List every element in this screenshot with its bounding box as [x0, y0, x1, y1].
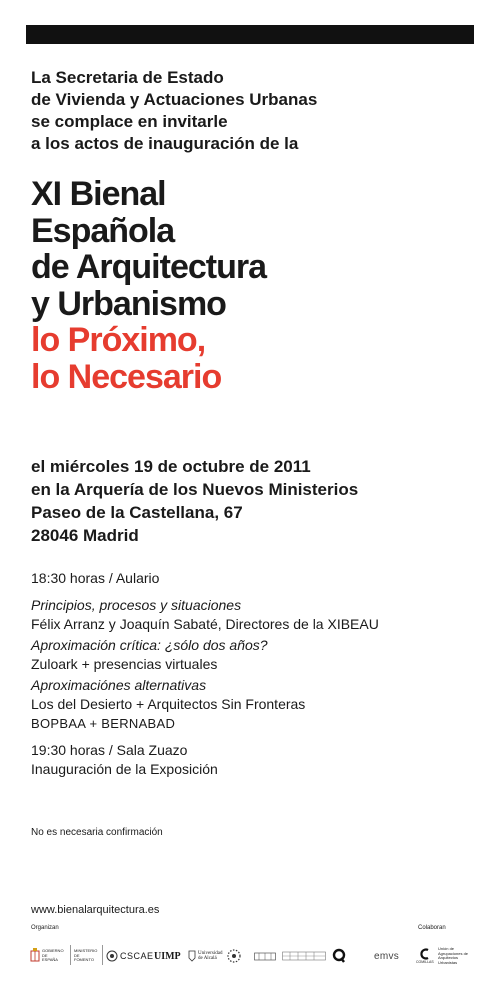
cscae-logo [106, 943, 154, 969]
comillas-text: COMILLAS [416, 960, 434, 964]
comillas-logo [416, 943, 434, 969]
gobierno-logo [30, 943, 64, 969]
intro-line: a los actos de inauguración de la [31, 134, 299, 153]
title-accent-line: lo Necesario [31, 357, 222, 396]
uimp-logo [154, 943, 181, 969]
session-3-speakers-2: BOPBAA + BERNABAD [31, 716, 176, 731]
program [31, 569, 490, 779]
session-2-title: Aproximación crítica: ¿sólo dos años? [31, 637, 268, 653]
title-accent-line: lo Próximo, [31, 321, 206, 359]
institution-logo-a [254, 943, 276, 969]
sponsor-logos [26, 943, 474, 969]
session-1-speakers: Félix Arranz y Joaquín Sabaté, Directores de la XIBEAU [31, 616, 379, 632]
emvs-logo [374, 943, 399, 969]
session-3-title: Aproximaciónes alternativas [31, 677, 207, 693]
session-2-speakers: Zuloark + presencias virtuales [31, 656, 218, 672]
title-line: XI Bienal [31, 175, 166, 213]
ministerio-logo [74, 943, 96, 969]
alcala-crest-icon [188, 950, 196, 962]
intro-line: de Vivienda y Actuaciones Urbanas [31, 90, 318, 109]
date-line: el miércoles 19 de octubre de 2011 [31, 457, 311, 476]
organizan-label: Organizan [31, 925, 59, 931]
building-icon [254, 951, 276, 961]
uimp-text: UIMP [154, 950, 181, 962]
alcala-text: Universidad de Alcalá [198, 950, 223, 961]
institution-logo-b [282, 943, 326, 969]
uau-logo [438, 943, 472, 969]
event-date-venue [31, 455, 490, 547]
invitation-intro [31, 67, 490, 155]
address-line: Paseo de la Castellana, 67 [31, 503, 243, 522]
alcala-logo [188, 943, 226, 969]
grid-pattern-icon [282, 951, 326, 961]
venue-line: en la Arquería de los Nuevos Ministerios [31, 480, 359, 499]
colaboran-label: Colaboran [418, 925, 446, 931]
top-black-bar [26, 25, 474, 44]
dotted-circle-icon [226, 948, 242, 964]
logo-divider [70, 945, 71, 965]
logo-divider [102, 945, 103, 965]
q-icon [332, 948, 346, 964]
confirmation-note: No es necesaria confirmación [31, 827, 163, 838]
cscae-text: CSCAE [120, 950, 154, 961]
coat-of-arms-icon [30, 947, 40, 965]
c-letter-icon [420, 948, 430, 960]
gobierno-text: GOBIERNO DE ESPAÑA [42, 948, 64, 963]
uau-text: Unión de Agrupaciones de Arquitectos Urbanistas [438, 946, 469, 965]
program-event-2: Inauguración de la Exposición [31, 761, 218, 777]
intro-line: se complace en invitarle [31, 112, 228, 131]
intro-line: La Secretaria de Estado [31, 68, 224, 87]
event-title [31, 176, 490, 395]
program-time-2: 19:30 horas / Sala Zuazo [31, 742, 188, 758]
website-link[interactable]: www.bienalarquitectura.es [31, 904, 160, 916]
session-3-speakers: Los del Desierto + Arquitectos Sin Fronteras [31, 696, 306, 712]
title-line: Española [31, 211, 175, 250]
session-1-title: Principios, procesos y situaciones [31, 597, 242, 613]
city-line: 28046 Madrid [31, 526, 139, 545]
star-logo [226, 943, 242, 969]
title-line: de Arquitectura [31, 248, 267, 286]
emvs-text: emvs [374, 950, 400, 962]
ministerio-text: MINISTERIO DE FOMENTO [74, 948, 98, 963]
q-logo [332, 943, 346, 969]
program-time-1: 18:30 horas / Aulario [31, 570, 160, 586]
title-line: y Urbanismo [31, 284, 226, 323]
cscae-emblem-icon [106, 950, 118, 962]
